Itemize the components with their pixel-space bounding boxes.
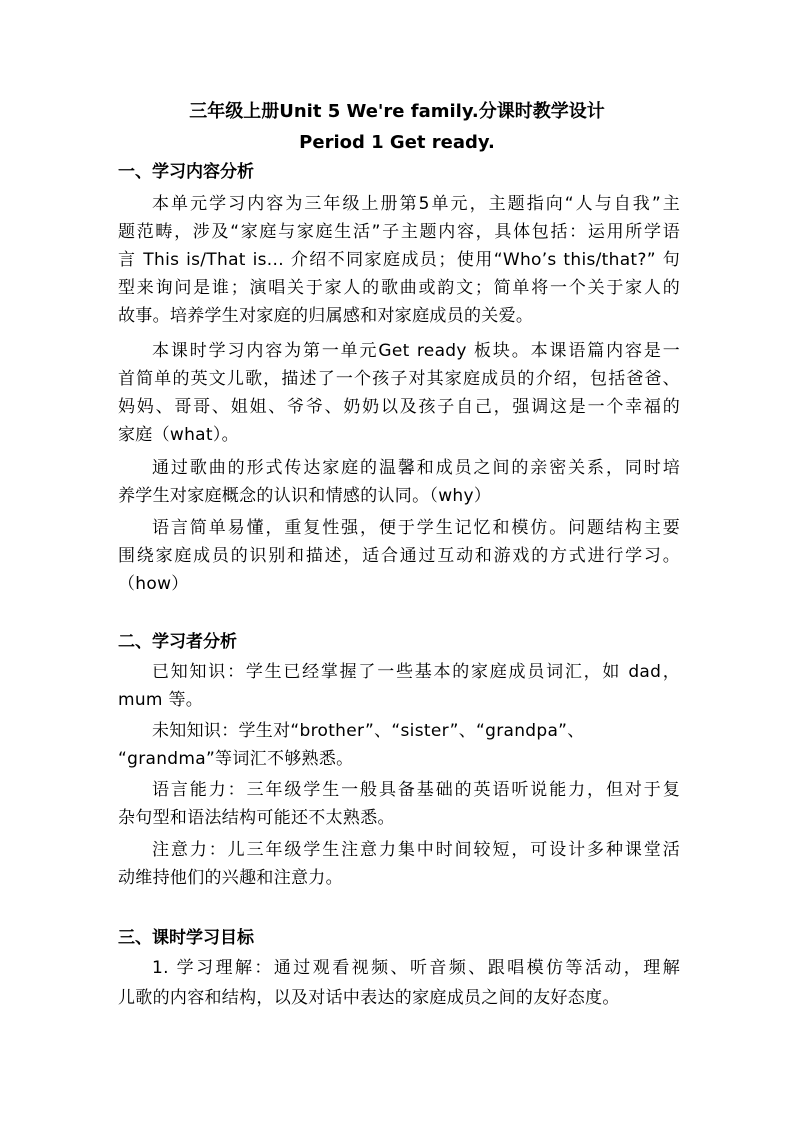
paragraph-line: 动维持他们的兴趣和注意力。 (118, 868, 343, 888)
paragraph-line: 妈妈、哥哥、姐姐、爷爷、奶奶以及孩子自己，强调这是一个幸福的 (118, 397, 680, 417)
paragraph-line: 注意力：儿三年级学生注意力集中时间较短，可设计多种课堂活 (152, 840, 680, 860)
paragraph-line: 言 This is/That is... 介绍不同家庭成员；使用“Who’s this/that?” 句 (118, 250, 680, 270)
paragraph-line: 养学生对家庭概念的认识和情感的认同。（why） (118, 486, 492, 506)
paragraph-line: （how） (118, 574, 189, 594)
section-heading-content-analysis: 一、学习内容分析 (118, 162, 254, 182)
paragraph-line: 本单元学习内容为三年级上册第5单元，主题指向“人与自我”主 (152, 194, 680, 214)
paragraph-line: “grandma”等词汇不够熟悉。 (118, 749, 354, 769)
paragraph-line: 杂句型和语法结构可能还不太熟悉。 (118, 808, 395, 828)
paragraph-line: 首简单的英文儿歌，描述了一个孩子对其家庭成员的介绍，包括爸爸、 (118, 369, 680, 389)
paragraph-line: 通过歌曲的形式传达家庭的温馨和成员之间的亲密关系，同时培 (152, 458, 680, 478)
document-title: 三年级上册Unit 5 We're family.分课时教学设计 (189, 101, 605, 122)
paragraph-line: 1. 学习理解：通过观看视频、听音频、跟唱模仿等活动，理解 (152, 958, 680, 978)
paragraph-line: 未知知识：学生对“brother”、“sister”、“grandpa”、 (152, 721, 585, 741)
document-subtitle: Period 1 Get ready. (299, 132, 495, 153)
section-heading-learner-analysis: 二、学习者分析 (118, 632, 237, 652)
paragraph-line: 型来询问是谁；演唱关于家人的歌曲或韵文；简单将一个关于家人的 (118, 278, 680, 298)
paragraph-line: 儿歌的内容和结构，以及对话中表达的家庭成员之间的友好态度。 (118, 988, 620, 1008)
paragraph-line: 故事。培养学生对家庭的归属感和对家庭成员的关爱。 (118, 306, 534, 326)
paragraph-line: 本课时学习内容为第一单元Get ready 板块。本课语篇内容是一 (152, 341, 680, 361)
section-heading-learning-objectives: 三、课时学习目标 (118, 928, 254, 948)
paragraph-line: 家庭（what）。 (118, 425, 239, 445)
paragraph-line: mum 等。 (118, 690, 204, 710)
paragraph-line: 已知知识：学生已经掌握了一些基本的家庭成员词汇，如 dad， (152, 662, 680, 682)
paragraph-line: 围绕家庭成员的识别和描述，适合通过互动和游戏的方式进行学习。 (118, 546, 680, 566)
paragraph-line: 语言能力：三年级学生一般具备基础的英语听说能力，但对于复 (152, 780, 680, 800)
paragraph-line: 语言简单易懂，重复性强，便于学生记忆和模仿。问题结构主要 (152, 518, 680, 538)
paragraph-line: 题范畴，涉及“家庭与家庭生活”子主题内容，具体包括：运用所学语 (118, 222, 680, 242)
